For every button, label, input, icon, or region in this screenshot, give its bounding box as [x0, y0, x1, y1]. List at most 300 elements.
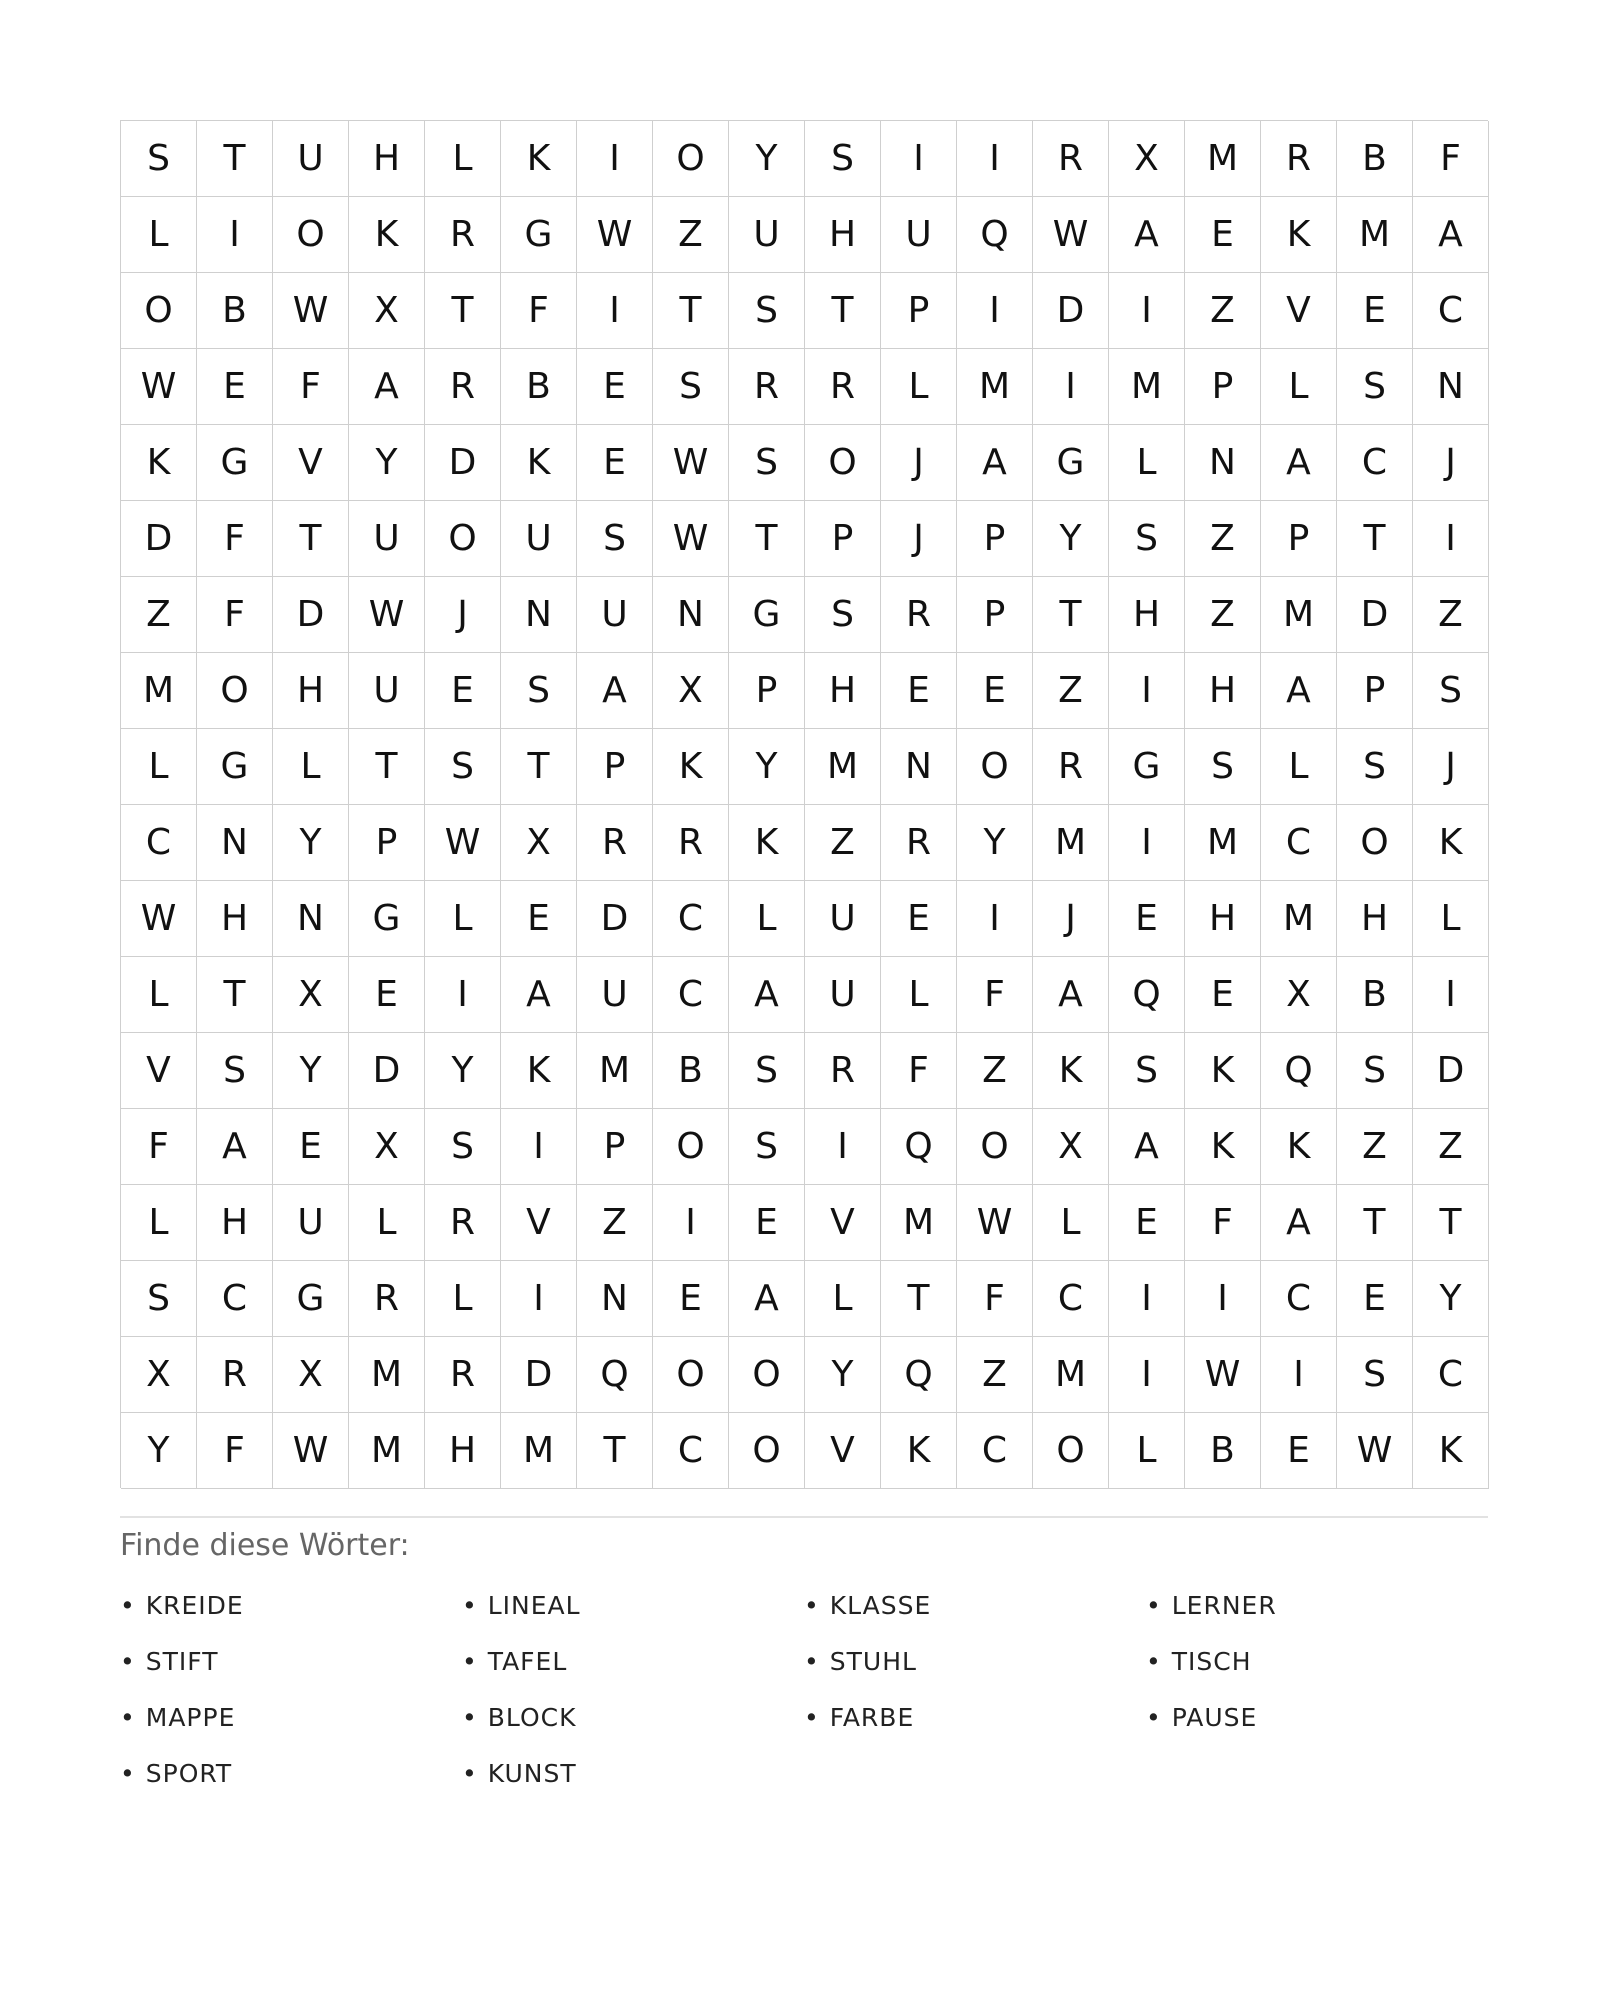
grid-cell[interactable]: K [653, 729, 729, 805]
grid-cell[interactable]: U [881, 197, 957, 273]
grid-cell[interactable]: K [501, 1033, 577, 1109]
grid-cell[interactable]: A [1261, 1185, 1337, 1261]
grid-cell[interactable]: R [805, 349, 881, 425]
grid-cell[interactable]: P [957, 577, 1033, 653]
grid-cell[interactable]: T [577, 1413, 653, 1489]
grid-cell[interactable]: F [197, 1413, 273, 1489]
grid-cell[interactable]: Y [273, 805, 349, 881]
grid-cell[interactable]: S [729, 425, 805, 501]
grid-cell[interactable]: B [197, 273, 273, 349]
grid-cell[interactable]: E [729, 1185, 805, 1261]
grid-cell[interactable]: C [653, 1413, 729, 1489]
grid-cell[interactable]: D [1337, 577, 1413, 653]
grid-cell[interactable]: W [349, 577, 425, 653]
grid-cell[interactable]: W [273, 273, 349, 349]
grid-cell[interactable]: N [1413, 349, 1489, 425]
grid-cell[interactable]: R [1261, 121, 1337, 197]
grid-cell[interactable]: L [273, 729, 349, 805]
grid-cell[interactable]: T [653, 273, 729, 349]
grid-cell[interactable]: L [121, 1185, 197, 1261]
grid-cell[interactable]: Y [805, 1337, 881, 1413]
grid-cell[interactable]: U [577, 577, 653, 653]
grid-cell[interactable]: K [1413, 805, 1489, 881]
grid-cell[interactable]: D [1033, 273, 1109, 349]
grid-cell[interactable]: N [501, 577, 577, 653]
grid-cell[interactable]: L [1261, 729, 1337, 805]
grid-cell[interactable]: E [1337, 273, 1413, 349]
grid-cell[interactable]: K [1413, 1413, 1489, 1489]
grid-cell[interactable]: U [805, 957, 881, 1033]
grid-cell[interactable]: S [425, 1109, 501, 1185]
grid-cell[interactable]: L [425, 881, 501, 957]
grid-cell[interactable]: M [1109, 349, 1185, 425]
grid-cell[interactable]: F [273, 349, 349, 425]
grid-cell[interactable]: A [1261, 653, 1337, 729]
grid-cell[interactable]: S [653, 349, 729, 425]
grid-cell[interactable]: K [1033, 1033, 1109, 1109]
grid-cell[interactable]: S [197, 1033, 273, 1109]
grid-cell[interactable]: K [729, 805, 805, 881]
grid-cell[interactable]: C [653, 881, 729, 957]
grid-cell[interactable]: N [881, 729, 957, 805]
grid-cell[interactable]: H [1185, 881, 1261, 957]
grid-cell[interactable]: Z [577, 1185, 653, 1261]
grid-cell[interactable]: E [425, 653, 501, 729]
grid-cell[interactable]: I [805, 1109, 881, 1185]
grid-cell[interactable]: Z [957, 1337, 1033, 1413]
grid-cell[interactable]: D [1413, 1033, 1489, 1109]
grid-cell[interactable]: L [1109, 1413, 1185, 1489]
grid-cell[interactable]: S [1185, 729, 1261, 805]
grid-cell[interactable]: Z [1413, 1109, 1489, 1185]
grid-cell[interactable]: H [425, 1413, 501, 1489]
grid-cell[interactable]: X [349, 1109, 425, 1185]
grid-cell[interactable]: Q [881, 1337, 957, 1413]
grid-cell[interactable]: I [957, 273, 1033, 349]
grid-cell[interactable]: X [349, 273, 425, 349]
grid-cell[interactable]: W [273, 1413, 349, 1489]
grid-cell[interactable]: P [1337, 653, 1413, 729]
grid-cell[interactable]: V [1261, 273, 1337, 349]
grid-cell[interactable]: E [881, 881, 957, 957]
grid-cell[interactable]: V [805, 1185, 881, 1261]
grid-cell[interactable]: I [881, 121, 957, 197]
grid-cell[interactable]: T [197, 121, 273, 197]
grid-cell[interactable]: K [501, 425, 577, 501]
grid-cell[interactable]: A [957, 425, 1033, 501]
grid-cell[interactable]: L [349, 1185, 425, 1261]
grid-cell[interactable]: U [273, 121, 349, 197]
grid-cell[interactable]: C [653, 957, 729, 1033]
grid-cell[interactable]: I [197, 197, 273, 273]
grid-cell[interactable]: Q [957, 197, 1033, 273]
grid-cell[interactable]: O [273, 197, 349, 273]
grid-cell[interactable]: P [349, 805, 425, 881]
grid-cell[interactable]: I [957, 881, 1033, 957]
grid-cell[interactable]: L [805, 1261, 881, 1337]
grid-cell[interactable]: A [729, 1261, 805, 1337]
grid-cell[interactable]: E [577, 425, 653, 501]
grid-cell[interactable]: E [1185, 957, 1261, 1033]
grid-cell[interactable]: N [577, 1261, 653, 1337]
grid-cell[interactable]: R [1033, 121, 1109, 197]
grid-cell[interactable]: E [577, 349, 653, 425]
grid-cell[interactable]: G [1033, 425, 1109, 501]
grid-cell[interactable]: J [1413, 729, 1489, 805]
grid-cell[interactable]: R [197, 1337, 273, 1413]
grid-cell[interactable]: S [729, 1109, 805, 1185]
grid-cell[interactable]: C [1413, 273, 1489, 349]
grid-cell[interactable]: S [805, 577, 881, 653]
grid-cell[interactable]: R [729, 349, 805, 425]
grid-cell[interactable]: Y [121, 1413, 197, 1489]
grid-cell[interactable]: W [425, 805, 501, 881]
grid-cell[interactable]: U [577, 957, 653, 1033]
grid-cell[interactable]: T [1337, 501, 1413, 577]
grid-cell[interactable]: S [577, 501, 653, 577]
grid-cell[interactable]: M [1185, 121, 1261, 197]
grid-cell[interactable]: E [1337, 1261, 1413, 1337]
grid-cell[interactable]: S [501, 653, 577, 729]
grid-cell[interactable]: P [1261, 501, 1337, 577]
grid-cell[interactable]: S [1337, 1337, 1413, 1413]
grid-cell[interactable]: L [881, 349, 957, 425]
grid-cell[interactable]: Z [1033, 653, 1109, 729]
grid-cell[interactable]: O [653, 1109, 729, 1185]
grid-cell[interactable]: A [1033, 957, 1109, 1033]
grid-cell[interactable]: S [121, 1261, 197, 1337]
grid-cell[interactable]: U [805, 881, 881, 957]
grid-cell[interactable]: G [1109, 729, 1185, 805]
grid-cell[interactable]: Z [1185, 273, 1261, 349]
grid-cell[interactable]: S [1337, 729, 1413, 805]
grid-cell[interactable]: C [1261, 805, 1337, 881]
grid-cell[interactable]: V [501, 1185, 577, 1261]
grid-cell[interactable]: I [1109, 805, 1185, 881]
grid-cell[interactable]: I [1261, 1337, 1337, 1413]
grid-cell[interactable]: E [1185, 197, 1261, 273]
grid-cell[interactable]: Z [957, 1033, 1033, 1109]
grid-cell[interactable]: T [729, 501, 805, 577]
grid-cell[interactable]: Y [729, 121, 805, 197]
grid-cell[interactable]: R [653, 805, 729, 881]
grid-cell[interactable]: E [273, 1109, 349, 1185]
grid-cell[interactable]: W [957, 1185, 1033, 1261]
grid-cell[interactable]: Q [881, 1109, 957, 1185]
grid-cell[interactable]: X [501, 805, 577, 881]
grid-cell[interactable]: A [349, 349, 425, 425]
grid-cell[interactable]: I [653, 1185, 729, 1261]
grid-cell[interactable]: J [881, 501, 957, 577]
grid-cell[interactable]: Y [729, 729, 805, 805]
grid-cell[interactable]: S [729, 273, 805, 349]
grid-cell[interactable]: S [1109, 501, 1185, 577]
grid-cell[interactable]: Q [1261, 1033, 1337, 1109]
grid-cell[interactable]: F [501, 273, 577, 349]
grid-cell[interactable]: I [1109, 273, 1185, 349]
grid-cell[interactable]: U [501, 501, 577, 577]
grid-cell[interactable]: G [349, 881, 425, 957]
grid-cell[interactable]: W [653, 501, 729, 577]
grid-cell[interactable]: N [197, 805, 273, 881]
grid-cell[interactable]: F [197, 577, 273, 653]
grid-cell[interactable]: M [1261, 881, 1337, 957]
grid-cell[interactable]: M [1337, 197, 1413, 273]
grid-cell[interactable]: I [1109, 1261, 1185, 1337]
grid-cell[interactable]: C [957, 1413, 1033, 1489]
grid-cell[interactable]: Y [425, 1033, 501, 1109]
grid-cell[interactable]: J [1033, 881, 1109, 957]
grid-cell[interactable]: K [1185, 1033, 1261, 1109]
grid-cell[interactable]: W [121, 349, 197, 425]
grid-cell[interactable]: Z [1185, 501, 1261, 577]
grid-cell[interactable]: O [653, 121, 729, 197]
grid-cell[interactable]: N [273, 881, 349, 957]
grid-cell[interactable]: G [729, 577, 805, 653]
grid-cell[interactable]: G [273, 1261, 349, 1337]
grid-cell[interactable]: X [1261, 957, 1337, 1033]
grid-cell[interactable]: M [121, 653, 197, 729]
grid-cell[interactable]: T [501, 729, 577, 805]
grid-cell[interactable]: P [577, 1109, 653, 1185]
grid-cell[interactable]: X [121, 1337, 197, 1413]
grid-cell[interactable]: U [349, 501, 425, 577]
grid-cell[interactable]: L [121, 957, 197, 1033]
grid-cell[interactable]: Y [1033, 501, 1109, 577]
grid-cell[interactable]: V [273, 425, 349, 501]
grid-cell[interactable]: P [805, 501, 881, 577]
grid-cell[interactable]: T [197, 957, 273, 1033]
grid-cell[interactable]: I [501, 1109, 577, 1185]
grid-cell[interactable]: I [957, 121, 1033, 197]
grid-cell[interactable]: J [425, 577, 501, 653]
grid-cell[interactable]: S [121, 121, 197, 197]
grid-cell[interactable]: Z [1413, 577, 1489, 653]
grid-cell[interactable]: O [729, 1337, 805, 1413]
grid-cell[interactable]: H [197, 1185, 273, 1261]
grid-cell[interactable]: B [1337, 121, 1413, 197]
grid-cell[interactable]: U [273, 1185, 349, 1261]
grid-cell[interactable]: I [425, 957, 501, 1033]
grid-cell[interactable]: X [1109, 121, 1185, 197]
grid-cell[interactable]: I [1185, 1261, 1261, 1337]
grid-cell[interactable]: A [1261, 425, 1337, 501]
grid-cell[interactable]: W [1337, 1413, 1413, 1489]
grid-cell[interactable]: Q [577, 1337, 653, 1413]
grid-cell[interactable]: F [197, 501, 273, 577]
grid-cell[interactable]: Z [1337, 1109, 1413, 1185]
grid-cell[interactable]: L [425, 1261, 501, 1337]
grid-cell[interactable]: F [881, 1033, 957, 1109]
grid-cell[interactable]: J [881, 425, 957, 501]
grid-cell[interactable]: P [1185, 349, 1261, 425]
grid-cell[interactable]: O [121, 273, 197, 349]
grid-cell[interactable]: H [805, 197, 881, 273]
grid-cell[interactable]: E [501, 881, 577, 957]
grid-cell[interactable]: Y [1413, 1261, 1489, 1337]
grid-cell[interactable]: I [577, 121, 653, 197]
grid-cell[interactable]: U [729, 197, 805, 273]
grid-cell[interactable]: R [881, 805, 957, 881]
grid-cell[interactable]: O [1337, 805, 1413, 881]
grid-cell[interactable]: C [1033, 1261, 1109, 1337]
grid-cell[interactable]: T [273, 501, 349, 577]
grid-cell[interactable]: Z [1185, 577, 1261, 653]
grid-cell[interactable]: E [653, 1261, 729, 1337]
grid-cell[interactable]: M [1033, 1337, 1109, 1413]
grid-cell[interactable]: F [957, 1261, 1033, 1337]
grid-cell[interactable]: Y [349, 425, 425, 501]
grid-cell[interactable]: Y [273, 1033, 349, 1109]
grid-cell[interactable]: W [1033, 197, 1109, 273]
grid-cell[interactable]: T [881, 1261, 957, 1337]
grid-cell[interactable]: Q [1109, 957, 1185, 1033]
grid-cell[interactable]: W [121, 881, 197, 957]
grid-cell[interactable]: T [425, 273, 501, 349]
grid-cell[interactable]: C [1413, 1337, 1489, 1413]
grid-cell[interactable]: D [121, 501, 197, 577]
grid-cell[interactable]: A [1413, 197, 1489, 273]
grid-cell[interactable]: B [653, 1033, 729, 1109]
grid-cell[interactable]: R [881, 577, 957, 653]
grid-cell[interactable]: G [501, 197, 577, 273]
grid-cell[interactable]: O [729, 1413, 805, 1489]
grid-cell[interactable]: S [1109, 1033, 1185, 1109]
grid-cell[interactable]: Y [957, 805, 1033, 881]
grid-cell[interactable]: B [501, 349, 577, 425]
grid-cell[interactable]: I [1033, 349, 1109, 425]
grid-cell[interactable]: R [425, 197, 501, 273]
grid-cell[interactable]: A [729, 957, 805, 1033]
grid-cell[interactable]: R [425, 1185, 501, 1261]
grid-cell[interactable]: C [1337, 425, 1413, 501]
grid-cell[interactable]: M [1185, 805, 1261, 881]
grid-cell[interactable]: E [1109, 881, 1185, 957]
grid-cell[interactable]: W [577, 197, 653, 273]
grid-cell[interactable]: X [273, 957, 349, 1033]
grid-cell[interactable]: H [1185, 653, 1261, 729]
grid-cell[interactable]: G [197, 729, 273, 805]
grid-cell[interactable]: A [577, 653, 653, 729]
grid-cell[interactable]: H [349, 121, 425, 197]
grid-cell[interactable]: P [729, 653, 805, 729]
grid-cell[interactable]: T [1337, 1185, 1413, 1261]
grid-cell[interactable]: X [273, 1337, 349, 1413]
grid-cell[interactable]: K [501, 121, 577, 197]
grid-cell[interactable]: F [957, 957, 1033, 1033]
grid-cell[interactable]: H [1337, 881, 1413, 957]
grid-cell[interactable]: P [577, 729, 653, 805]
grid-cell[interactable]: O [1033, 1413, 1109, 1489]
grid-cell[interactable]: T [1033, 577, 1109, 653]
grid-cell[interactable]: I [1413, 501, 1489, 577]
grid-cell[interactable]: S [729, 1033, 805, 1109]
grid-cell[interactable]: R [425, 1337, 501, 1413]
grid-cell[interactable]: C [121, 805, 197, 881]
grid-cell[interactable]: Z [805, 805, 881, 881]
grid-cell[interactable]: R [805, 1033, 881, 1109]
grid-cell[interactable]: N [1185, 425, 1261, 501]
grid-cell[interactable]: L [1109, 425, 1185, 501]
grid-cell[interactable]: W [1185, 1337, 1261, 1413]
grid-cell[interactable]: Z [653, 197, 729, 273]
grid-cell[interactable]: I [577, 273, 653, 349]
grid-cell[interactable]: A [501, 957, 577, 1033]
grid-cell[interactable]: L [1261, 349, 1337, 425]
grid-cell[interactable]: B [1337, 957, 1413, 1033]
grid-cell[interactable]: P [881, 273, 957, 349]
grid-cell[interactable]: O [653, 1337, 729, 1413]
grid-cell[interactable]: X [1033, 1109, 1109, 1185]
grid-cell[interactable]: L [881, 957, 957, 1033]
grid-cell[interactable]: S [1413, 653, 1489, 729]
grid-cell[interactable]: U [349, 653, 425, 729]
grid-cell[interactable]: D [349, 1033, 425, 1109]
grid-cell[interactable]: D [501, 1337, 577, 1413]
grid-cell[interactable]: O [805, 425, 881, 501]
grid-cell[interactable]: N [653, 577, 729, 653]
grid-cell[interactable]: L [121, 729, 197, 805]
grid-cell[interactable]: C [1261, 1261, 1337, 1337]
grid-cell[interactable]: M [805, 729, 881, 805]
grid-cell[interactable]: K [1185, 1109, 1261, 1185]
grid-cell[interactable]: E [197, 349, 273, 425]
grid-cell[interactable]: H [1109, 577, 1185, 653]
grid-cell[interactable]: I [501, 1261, 577, 1337]
grid-cell[interactable]: V [121, 1033, 197, 1109]
grid-cell[interactable]: L [1413, 881, 1489, 957]
grid-cell[interactable]: S [1337, 349, 1413, 425]
grid-cell[interactable]: L [729, 881, 805, 957]
grid-cell[interactable]: V [805, 1413, 881, 1489]
grid-cell[interactable]: M [881, 1185, 957, 1261]
grid-cell[interactable]: L [1033, 1185, 1109, 1261]
grid-cell[interactable]: M [577, 1033, 653, 1109]
grid-cell[interactable]: S [805, 121, 881, 197]
grid-cell[interactable]: R [425, 349, 501, 425]
grid-cell[interactable]: S [425, 729, 501, 805]
grid-cell[interactable]: I [1109, 1337, 1185, 1413]
grid-cell[interactable]: Z [121, 577, 197, 653]
grid-cell[interactable]: O [425, 501, 501, 577]
grid-cell[interactable]: R [1033, 729, 1109, 805]
grid-cell[interactable]: H [805, 653, 881, 729]
grid-cell[interactable]: T [805, 273, 881, 349]
grid-cell[interactable]: D [577, 881, 653, 957]
grid-cell[interactable]: F [1413, 121, 1489, 197]
grid-cell[interactable]: E [1109, 1185, 1185, 1261]
grid-cell[interactable]: K [349, 197, 425, 273]
grid-cell[interactable]: R [577, 805, 653, 881]
grid-cell[interactable]: F [121, 1109, 197, 1185]
grid-cell[interactable]: M [1261, 577, 1337, 653]
grid-cell[interactable]: F [1185, 1185, 1261, 1261]
grid-cell[interactable]: T [349, 729, 425, 805]
grid-cell[interactable]: S [1337, 1033, 1413, 1109]
grid-cell[interactable]: I [1109, 653, 1185, 729]
grid-cell[interactable]: C [197, 1261, 273, 1337]
grid-cell[interactable]: P [957, 501, 1033, 577]
grid-cell[interactable]: R [349, 1261, 425, 1337]
grid-cell[interactable]: B [1185, 1413, 1261, 1489]
grid-cell[interactable]: X [653, 653, 729, 729]
grid-cell[interactable]: O [957, 1109, 1033, 1185]
grid-cell[interactable]: M [957, 349, 1033, 425]
grid-cell[interactable]: K [121, 425, 197, 501]
grid-cell[interactable]: L [121, 197, 197, 273]
grid-cell[interactable]: T [1413, 1185, 1489, 1261]
grid-cell[interactable]: H [197, 881, 273, 957]
